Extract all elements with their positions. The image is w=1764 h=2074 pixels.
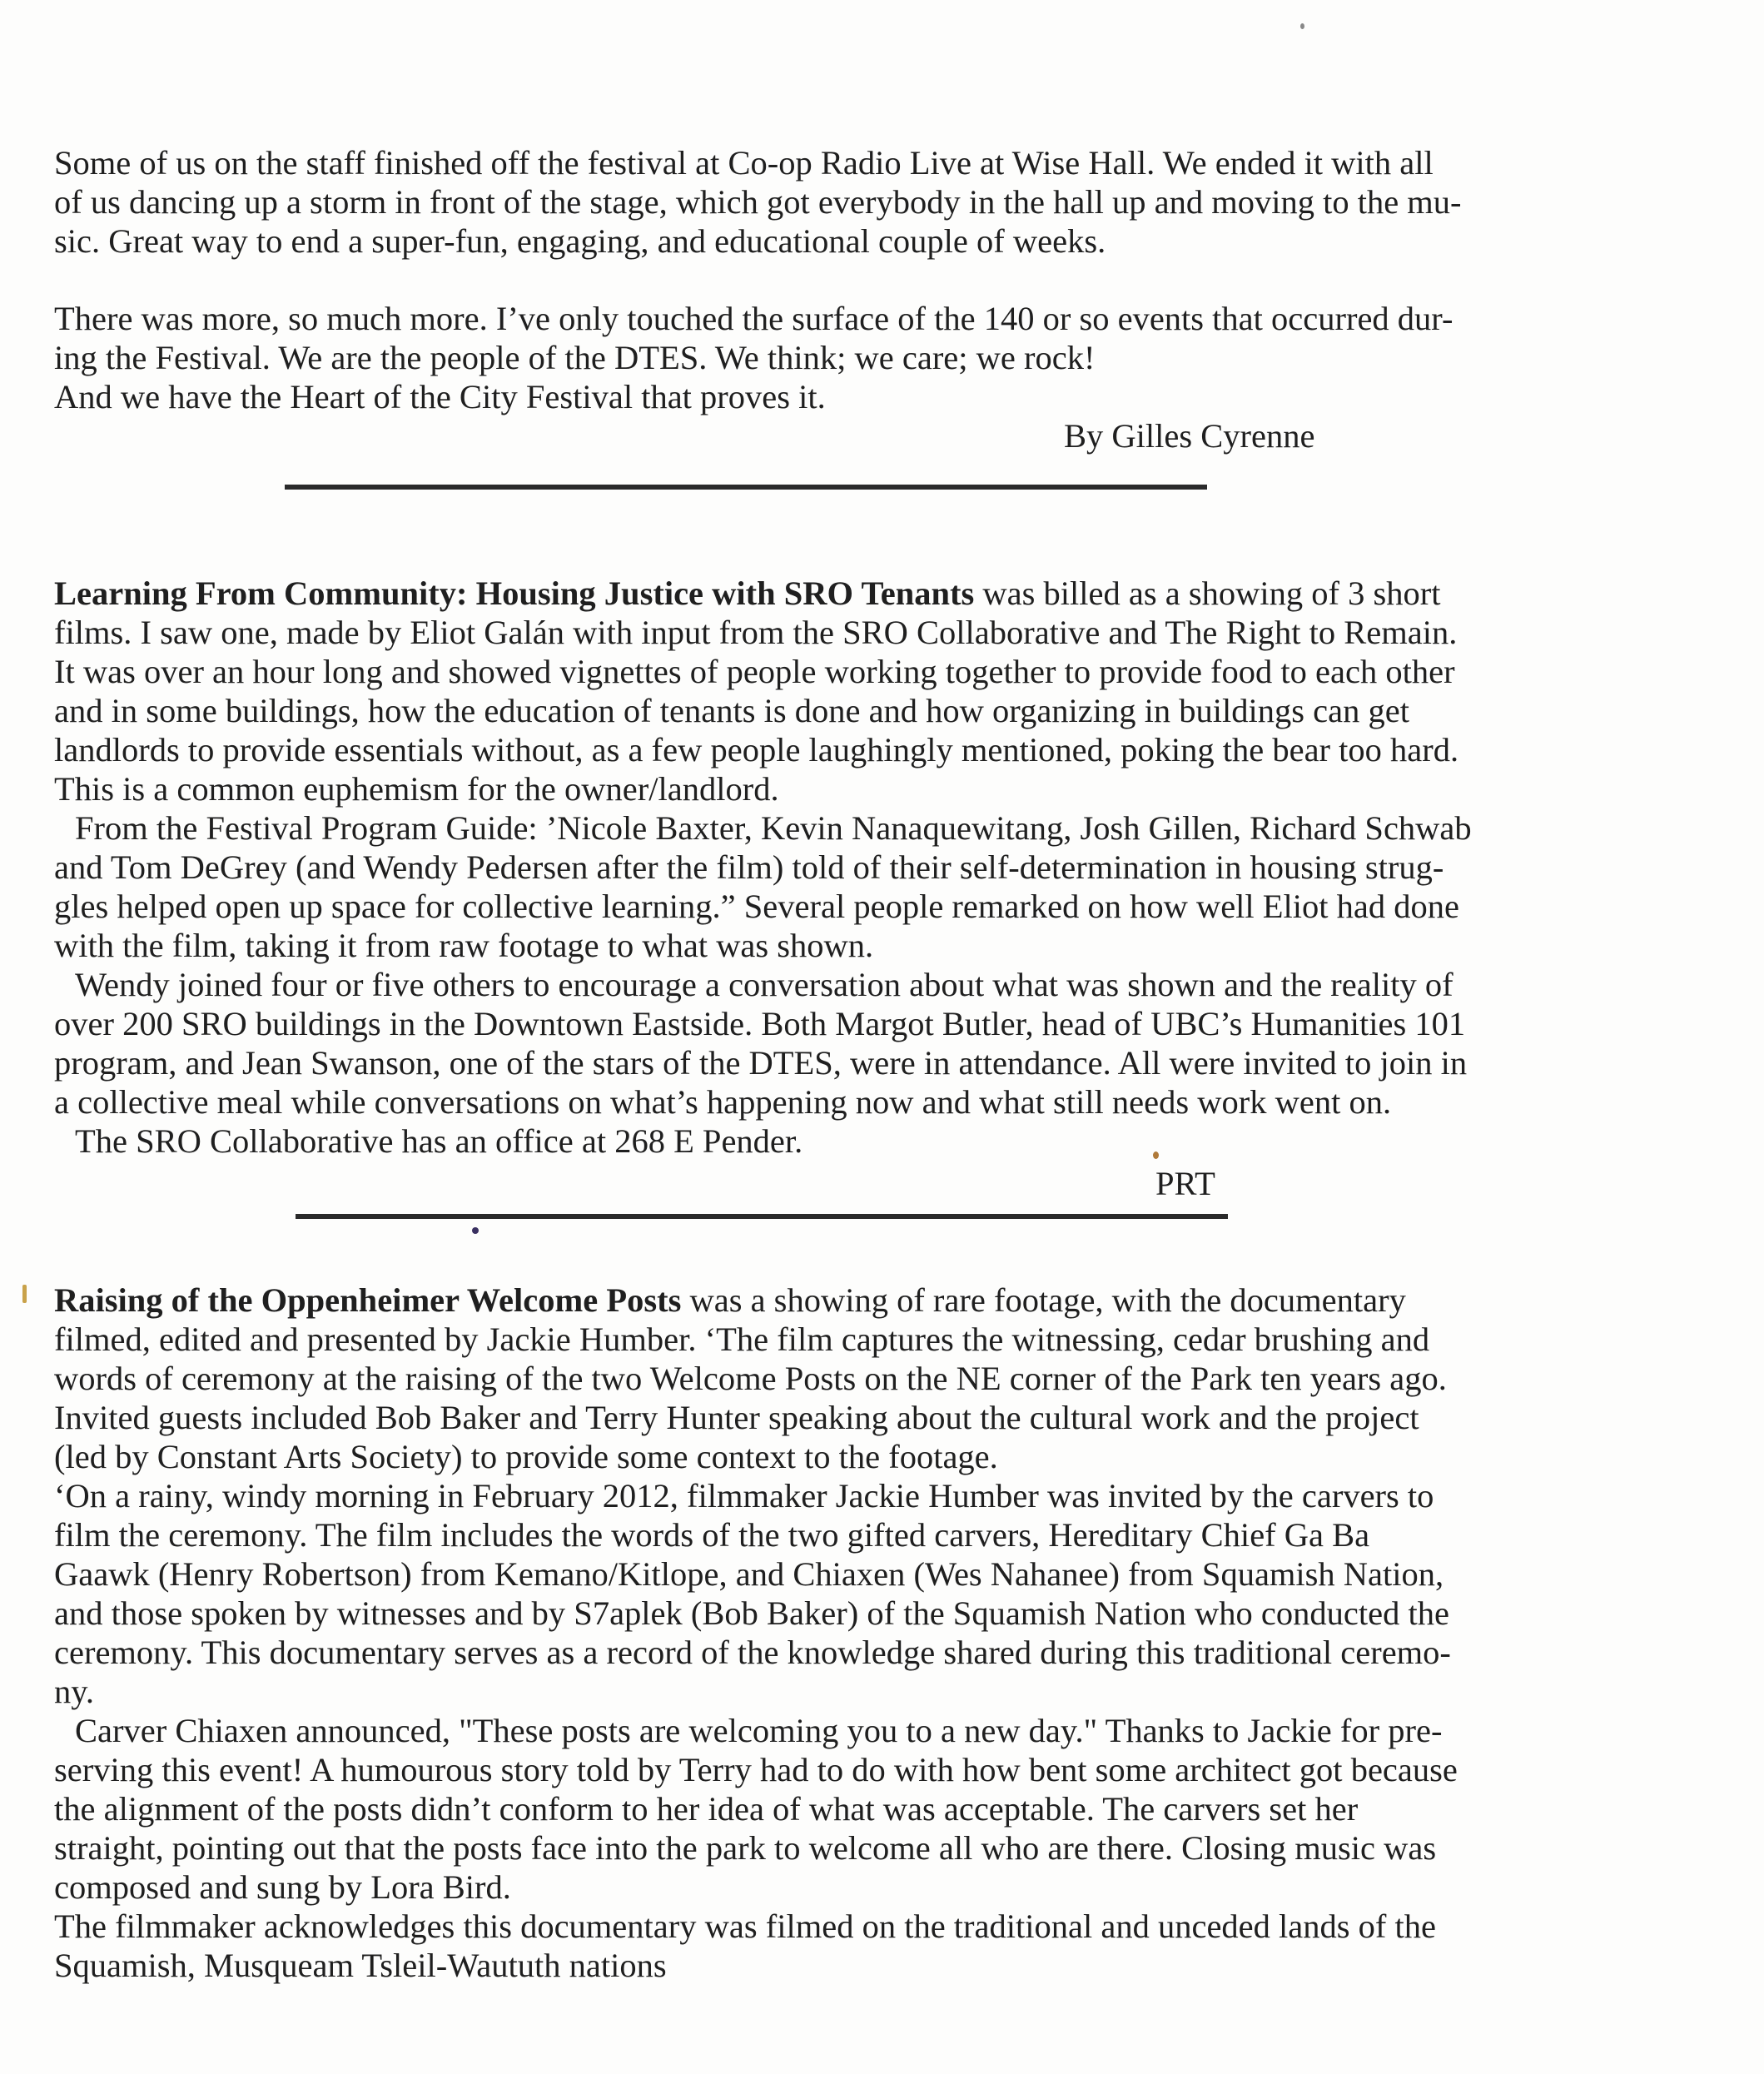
text-line: Some of us on the staff finished off the festival at Co-op Radio Live at Wise Hall. We ended it with all [54, 144, 1434, 182]
text-line: film the ceremony. The film includes the words of the two gifted carvers, Hereditary Chief Ga Ba [54, 1516, 1370, 1554]
housing-justice-article [54, 574, 1603, 1161]
welcome-posts-article [54, 1281, 1603, 1985]
festival-closing-paragraph [54, 143, 1603, 261]
text-line: sic. Great way to end a super-fun, engaging, and educational couple of weeks. [54, 222, 1106, 260]
text-line: ‘On a rainy, windy morning in February 2012, filmmaker Jackie Humber was invited by the carvers to [54, 1477, 1434, 1514]
text-line: of us dancing up a storm in front of the stage, which got everybody in the hall up and moving to the mu- [54, 183, 1462, 221]
text-line: This is a common euphemism for the owner/landlord. [54, 770, 779, 808]
article-title: Raising of the Oppenheimer Welcome Posts [54, 1281, 682, 1319]
festival-summary-paragraph [54, 299, 1603, 416]
article-title: Learning From Community: Housing Justice with SRO Tenants [54, 574, 975, 612]
scan-speck [1153, 1151, 1159, 1159]
text-line: and Tom DeGrey (and Wendy Pedersen after the film) told of their self-determination in housing strug- [54, 848, 1444, 886]
text-line: ceremony. This documentary serves as a record of the knowledge shared during this traditional ceremo- [54, 1634, 1451, 1671]
text-line: over 200 SRO buildings in the Downtown Eastside. Both Margot Butler, head of UBC’s Humanities 101 [54, 1005, 1466, 1042]
text-line: composed and sung by Lora Bird. [54, 1868, 511, 1906]
text-line: Gaawk (Henry Robertson) from Kemano/Kitlope, and Chiaxen (Wes Nahanee) from Squamish Nation, [54, 1555, 1444, 1593]
text-line: The SRO Collaborative has an office at 268 E Pender. [75, 1122, 803, 1160]
text-line: the alignment of the posts didn’t conform to her idea of what was acceptable. The carvers set her [54, 1790, 1359, 1828]
text-line: There was more, so much more. I’ve only touched the surface of the 140 or so events that occurred dur- [54, 300, 1453, 337]
text-line: films. I saw one, made by Eliot Galán with input from the SRO Collaborative and The Right to Remain. [54, 614, 1458, 651]
text-line: From the Festival Program Guide: ’Nicole Baxter, Kevin Nanaquewitang, Josh Gillen, Richard Schwab [75, 809, 1472, 847]
text-line: straight, pointing out that the posts face into the park to welcome all who are there. Closing music was [54, 1829, 1437, 1867]
section-divider [296, 1214, 1228, 1219]
text-line: Squamish, Musqueam Tsleil-Waututh nations [54, 1947, 667, 1984]
text-line: serving this event! A humourous story told by Terry had to do with how bent some architect got because [54, 1751, 1458, 1788]
author-byline: By Gilles Cyrenne [1064, 417, 1315, 455]
scan-speck [1300, 23, 1304, 29]
text-line: It was over an hour long and showed vignettes of people working together to provide food to each other [54, 653, 1455, 690]
text-line: (led by Constant Arts Society) to provide some context to the footage. [54, 1438, 998, 1475]
section-divider [285, 485, 1207, 490]
text-line: landlords to provide essentials without, as a few people laughingly mentioned, poking the bear too hard. [54, 731, 1459, 768]
text-line: Raising of the Oppenheimer Welcome Posts was a showing of rare footage, with the documentary [54, 1281, 1406, 1319]
text-line: ing the Festival. We are the people of the DTES. We think; we care; we rock! [54, 339, 1096, 376]
text-line: filmed, edited and presented by Jackie Humber. ‘The film captures the witnessing, cedar brushing and [54, 1320, 1430, 1358]
text-line: gles helped open up space for collective learning.” Several people remarked on how well Eliot had done [54, 888, 1460, 925]
text-line: and those spoken by witnesses and by S7aplek (Bob Baker) of the Squamish Nation who conducted the [54, 1594, 1449, 1632]
text-line: program, and Jean Swanson, one of the stars of the DTES, were in attendance. All were invited to join in [54, 1044, 1468, 1082]
text-line: Learning From Community: Housing Justice with SRO Tenants was billed as a showing of 3 short [54, 574, 1441, 612]
text-line: Wendy joined four or five others to encourage a conversation about what was shown and the reality of [75, 966, 1453, 1003]
text-line: and in some buildings, how the education of tenants is done and how organizing in buildings can get [54, 692, 1409, 729]
scan-speck [22, 1285, 27, 1303]
text-line: Invited guests included Bob Baker and Terry Hunter speaking about the cultural work and the project [54, 1399, 1419, 1436]
text-line: words of ceremony at the raising of the two Welcome Posts on the NE corner of the Park ten years ago. [54, 1360, 1447, 1397]
text-line: ny. [54, 1673, 94, 1710]
scan-speck [472, 1227, 479, 1234]
author-byline: PRT [1155, 1165, 1215, 1202]
text-line: a collective meal while conversations on what’s happening now and what still needs work went on. [54, 1083, 1392, 1121]
text-line: Carver Chiaxen announced, "These posts are welcoming you to a new day." Thanks to Jackie for pre- [75, 1712, 1443, 1749]
text-line: The filmmaker acknowledges this documentary was filmed on the traditional and unceded lands of the [54, 1907, 1436, 1945]
text-line: with the film, taking it from raw footage to what was shown. [54, 927, 874, 964]
text-line: And we have the Heart of the City Festival that proves it. [54, 378, 826, 415]
